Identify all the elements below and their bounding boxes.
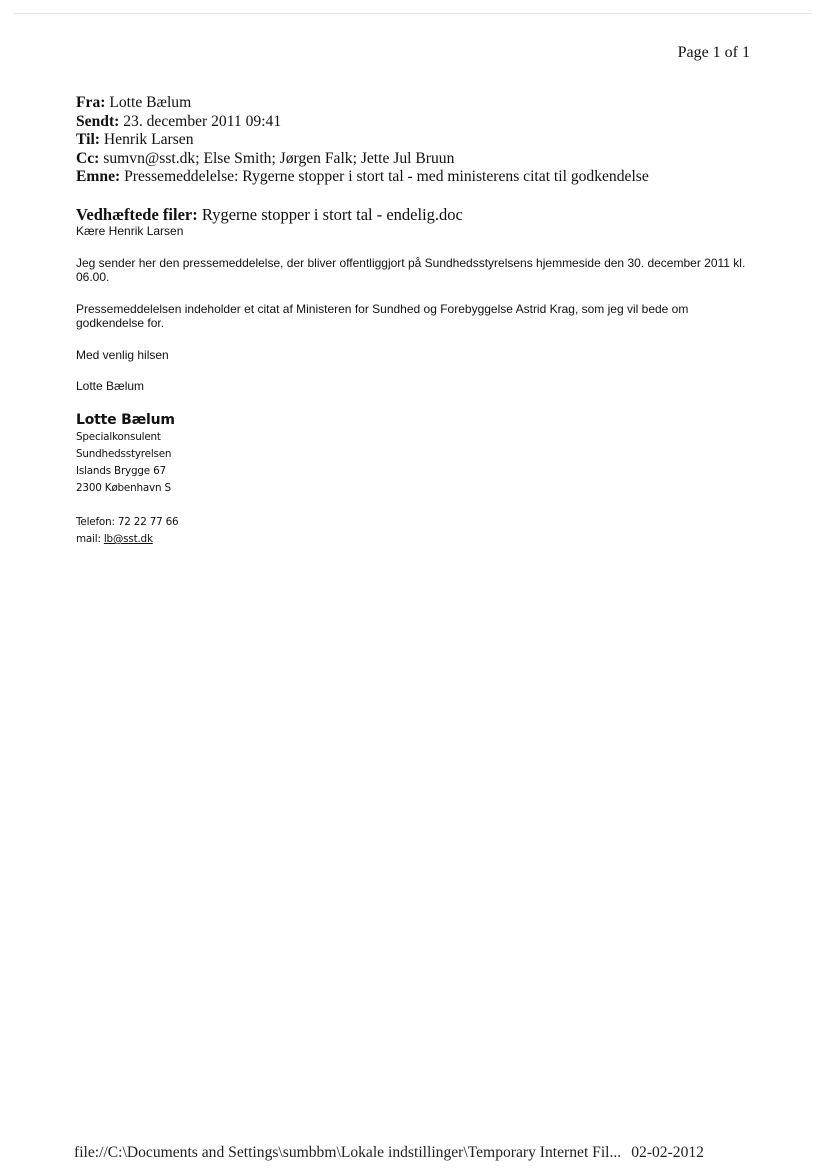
body-paragraph-1: Jeg sender her den pressemeddelelse, der bliver offentliggjort på Sundhedsstyrelsens hjemmeside den 30. december 2011 kl. 06.00. [76,256,746,284]
signature-name: Lotte Bælum [76,412,175,428]
header-cc-value: sumvn@sst.dk; Else Smith; Jørgen Falk; Jette Jul Bruun [103,149,455,167]
attachments-line [76,205,463,224]
signature-street: Islands Brygge 67 [76,465,166,477]
closing-regards: Med venlig hilsen [76,348,169,362]
footer-file-path: file://C:\Documents and Settings\sumbbm\Lokale indstillinger\Temporary Internet Fil... [74,1144,622,1161]
header-cc-label: Cc: [76,149,100,167]
attachment-filename: Rygerne stopper i stort tal - endelig.doc [201,205,463,224]
signature-mail-link[interactable]: lb@sst.dk [103,533,153,545]
signature-phone: Telefon: 72 22 77 66 [76,516,179,528]
header-to-label: Til: [76,131,100,148]
footer-date: 02-02-2012 [631,1144,704,1161]
signature-spacer [76,497,178,514]
signature-title: Specialkonsulent [76,431,161,443]
header-from-value: Lotte Bælum [109,94,192,111]
header-subject-label: Emne: [76,168,121,185]
signature-city: 2300 København S [76,482,171,494]
closing-signer: Lotte Bælum [76,379,145,393]
header-subject [76,168,649,187]
signature-organization: Sundhedsstyrelsen [76,448,172,460]
header-from-label: Fra: [76,94,106,111]
page-top-rule [14,13,812,14]
header-sent [76,113,649,132]
header-subject-value: Pressemeddelelse: Rygerne stopper i stort tal - med ministerens citat til godkendelse [124,168,649,185]
signature-block [76,411,178,548]
header-cc [76,150,649,169]
email-headers [76,94,649,187]
signature-mail [76,531,178,548]
page-number: Page 1 of 1 [677,44,750,61]
signature-mail-label: mail: [76,533,104,545]
header-from [76,94,649,113]
body-paragraph-2: Pressemeddelelsen indeholder et citat af Ministeren for Sundhed og Forebyggelse Astrid Krag, som jeg vil bede om godkendelse for. [76,302,689,330]
print-footer [74,1144,704,1162]
attachments-label: Vedhæftede filer: [76,205,198,224]
header-sent-label: Sendt: [76,112,120,130]
header-to-value: Henrik Larsen [103,131,194,148]
header-to [76,131,649,150]
header-sent-value: 23. december 2011 09:41 [123,112,282,130]
greeting: Kære Henrik Larsen [76,224,184,238]
